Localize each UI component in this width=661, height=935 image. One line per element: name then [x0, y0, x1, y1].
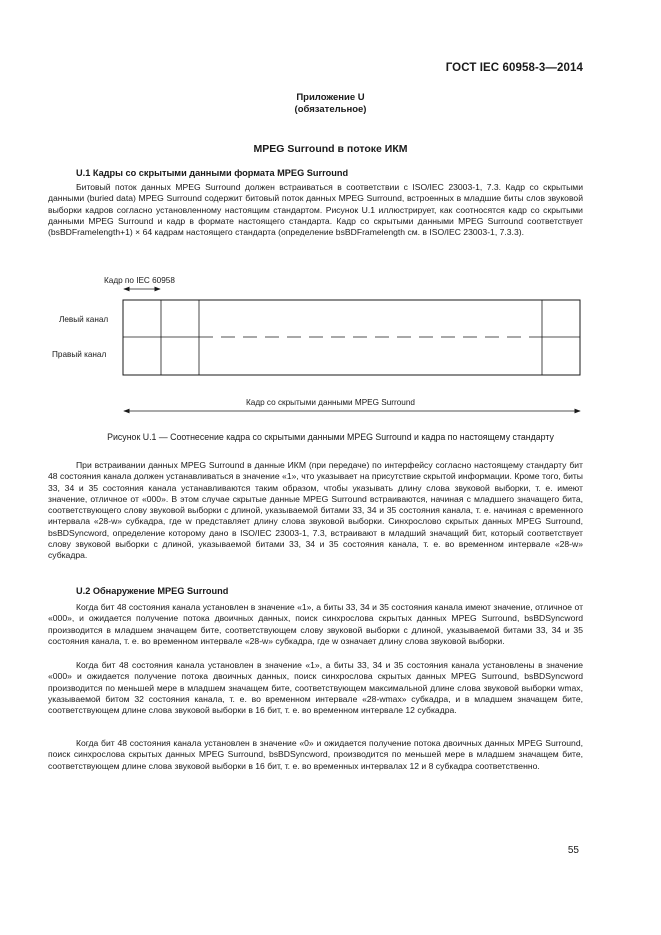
figure-frame-label: Кадр по IEC 60958 — [104, 276, 175, 285]
section-heading-u2: U.2 Обнаружение MPEG Surround — [76, 586, 229, 596]
main-title: MPEG Surround в потоке ИКМ — [253, 143, 408, 155]
section-u2-paragraph-2: Когда бит 48 состояния канала установлен в значение «1», а биты 33, 34 и 35 состояния канала установлены в значение «000» и ожидается получение потока двоичных данных, поиск синхрослова скрытых данных MPEG Surround, bsBDSyncword производится по меньшей мере в младшем значащем бите, соответствующем максимальной длине слова звуковой выборки wmax, указываемой битом 32 состояния канала, т. е. во временном интервале «28-wmax» субкадра, и в младшем значащем бите, соответствующем длине слова звуковой выборки в 16 бит, т. е. во временном интервале 12 субкадра. — [48, 660, 583, 716]
paragraph-after-figure: При встраивании данных MPEG Surround в данные ИКМ (при передаче) по интерфейсу согласно настоящему стандарту бит 48 состояния канала должен устанавливаться в значение «1», что указывает на присутствие скрытой информации. Кроме того, биты 33, 34 и 35 состояния канала устанавливаются таким образом, чтобы указывать длину слова звуковой выборки, т. е. имеют значение, отличное от «000». В этом случае скрытые данные MPEG Surround встраиваются, начиная с младшего значащего бита, соответствующего слову звуковой выборки с длиной, указываемой битами 33, 34 и 35 состояния канала, т. е. начиная с временного интервала «28-w» субкадра, где w представляет длину слова звуковой выборки. Синхрослово скрытых данных MPEG Surround, bsBDSyncword, определение которому дано в ISO/IEC 23003-1, 7.3, встраивают в младший значащий бит, который соответствует слову звуковой выборки с длиной, указываемой битами 33, 34 и 35 состояния канала, т. е. во временном интервале «28-w» субкадра. — [48, 460, 583, 561]
appendix-subtitle: (обязательное) — [294, 104, 367, 115]
figure-buried-frame-label: Кадр со скрытыми данными MPEG Surround — [246, 398, 415, 407]
section-u1-paragraph: Битовый поток данных MPEG Surround должен встраиваться в соответствии с ISO/IEC 23003-1, 7.3. Кадр со скрытыми данными (buried data) MPEG Surround содержит битовый поток данных MPEG Surround, встроенных в младшие биты слов звуковой выборки кадров согласно установленному настоящим стандартом. Рисунок U.1 иллюстрирует, как соотносятся кадр со скрытыми данными MPEG Surround и кадр в формате настоящего стандарта. Кадр со скрытыми данными MPEG Surround соответствует (bsBDFramelength+1) × 64 кадрам настоящего стандарта (определение bsBDFramelength см. в ISO/IEC 23003-1, 7.3.3). — [48, 182, 583, 238]
section-u2-paragraph-1: Когда бит 48 состояния канала установлен в значение «1», а биты 33, 34 и 35 состояния канала имеют значение, отличное от «000», и ожидается получение потока двоичных данных, поиск синхрослова скрытых данных MPEG Surround, bsBDSyncword производится в младшем значащем бите, соответствующем слову звуковой выборки с длиной, указываемой битами 33, 34 и 35 состояния канала, т. е. во временном интервале «28-w» субкадра, где w означает длину слова звуковой выборки. — [48, 602, 583, 646]
appendix-title: Приложение U — [296, 92, 365, 103]
standard-designation: ГОСТ IEC 60958-3—2014 — [445, 62, 583, 74]
figure-caption: Рисунок U.1 — Соотнесение кадра со скрытыми данными MPEG Surround и кадра по настоящему стандарту — [107, 432, 554, 442]
section-u2-paragraph-3: Когда бит 48 состояния канала установлен в значение «0» и ожидается получение потока двоичных данных MPEG Surround, поиск синхрослова скрытых данных MPEG Surround, bsBDSyncword, производится по меньшей мере в младшем значащем бите, соответствующем длине слова звуковой выборки в 16 бит, т. е. во временных интервалах 12 и 8 субкадра соответственно. — [48, 738, 583, 771]
figure-right-channel-label: Правый канал — [52, 350, 107, 359]
page-number: 55 — [567, 845, 579, 856]
frame-sequence-box — [123, 300, 580, 375]
figure-left-channel-label: Левый канал — [59, 315, 109, 324]
section-heading-u1: U.1 Кадры со скрытыми данными формата MPEG Surround — [76, 168, 349, 178]
